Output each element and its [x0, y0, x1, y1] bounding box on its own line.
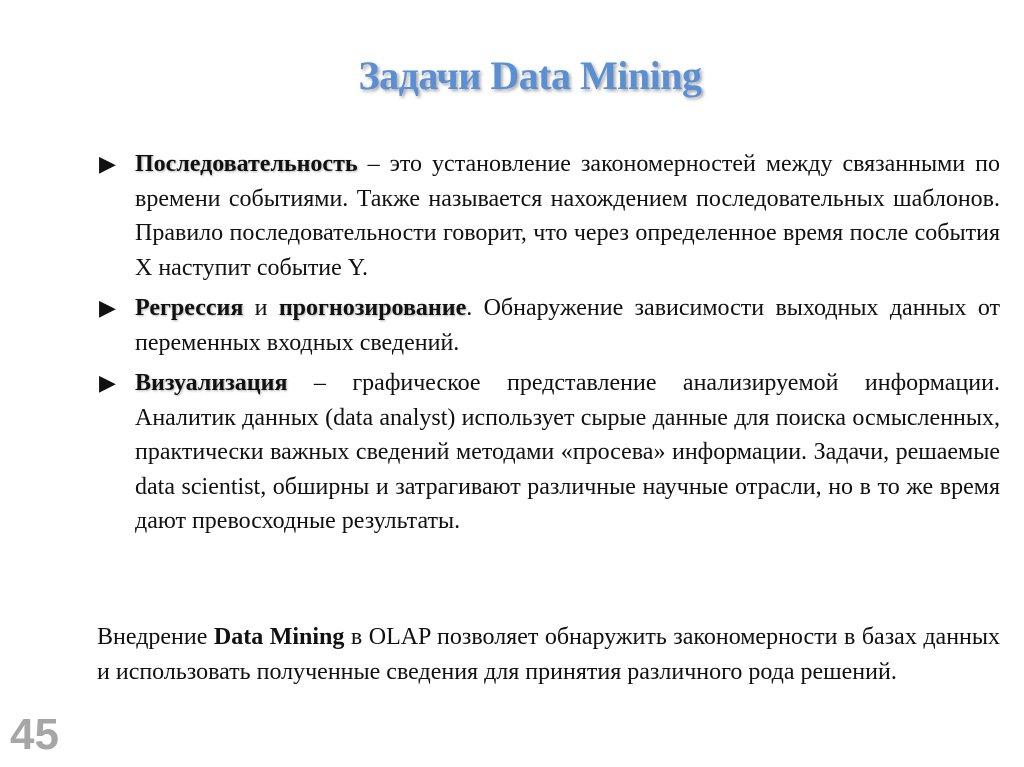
- term: прогнозирование: [278, 295, 467, 321]
- connector: и: [243, 295, 279, 321]
- bullet-text: – графическое представление анализируемой информации. Аналитик данных (data analyst) использует сырые данные для поиска осмысленных, практически важных сведений методами «просева» информации. Задачи, решаемые data scientist, обширны и затрагивают различные научные отрасли, но в то же время дают превосходные результаты.: [135, 370, 1000, 534]
- triangle-right-icon: ▶: [99, 295, 116, 320]
- bullet-item-visualization: [97, 366, 1000, 539]
- bullet-item-sequence: [97, 147, 1000, 285]
- term: Последовательность: [135, 151, 358, 177]
- triangle-right-icon: ▶: [99, 370, 116, 395]
- term: Визуализация: [135, 370, 288, 396]
- triangle-right-icon: ▶: [99, 151, 116, 176]
- slide-title: Задачи Data Mining: [358, 53, 702, 98]
- closing-text: в OLAP позволяет обнаружить закономерности в базах данных и использовать полученные сведения для принятия различного рода решений.: [97, 624, 1001, 685]
- bullet-list: [97, 147, 1000, 545]
- closing-paragraph: [97, 620, 1000, 689]
- bullet-item-regression: [97, 291, 1000, 360]
- bullet-text: . Обнаружение зависимости выходных данных от переменных входных сведений.: [135, 295, 1001, 356]
- page-number: 45: [10, 710, 59, 759]
- closing-pre: Внедрение: [97, 624, 214, 650]
- bullet-text: – это установление закономерностей между связанными по времени событиями. Также называется нахождением последовательных шаблонов. Правило последовательности говорит, что через определенное время после события X наступит событие Y.: [135, 151, 1000, 281]
- term: Регрессия: [135, 295, 244, 321]
- closing-term: Data Mining: [213, 624, 345, 650]
